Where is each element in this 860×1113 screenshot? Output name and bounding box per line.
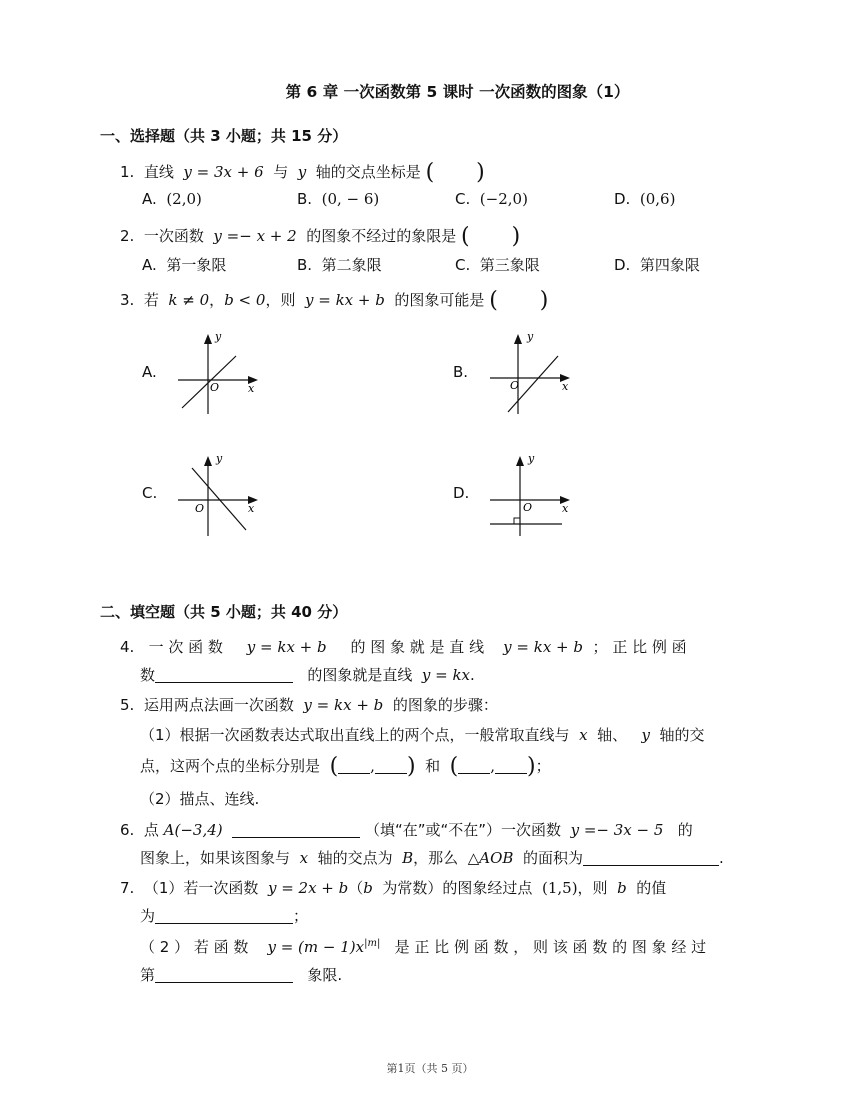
option-3b[interactable]: B. xyxy=(453,363,469,381)
svg-text:x: x xyxy=(248,502,255,515)
graph-b xyxy=(482,328,582,420)
option-3a[interactable]: A. xyxy=(142,363,157,381)
svg-text:y: y xyxy=(215,330,222,343)
graph-a xyxy=(170,328,270,420)
svg-text:y: y xyxy=(528,452,535,465)
svg-text:O: O xyxy=(523,501,533,514)
blank-5c[interactable] xyxy=(458,757,490,774)
page-title: 第 6 章 一次函数第 5 课时 一次函数的图象（1） xyxy=(285,83,630,101)
question-5-line2: （1）根据一次函数表达式取出直线上的两个点，一般常取直线与 x 轴、 y 轴的交 xyxy=(140,726,705,744)
svg-text:x: x xyxy=(248,382,255,395)
question-4-line2: 数 的图象就是直线 y = kx. xyxy=(140,666,475,684)
blank-7b[interactable] xyxy=(155,966,293,983)
svg-text:x: x xyxy=(562,502,569,515)
blank-6a[interactable] xyxy=(232,821,360,838)
question-7-line3: （ 2 ） 若 函 数 $y = (m - 1)x^{|m|}$ 是 正 比 例 函 数 ， 则 该 函 数 的 图 象 经 过 xyxy=(140,938,707,956)
question-6-line1: 6. 点 A(−3,4) （填“在”或“不在”）一次函数 y =− 3x − 5 的 xyxy=(120,821,693,839)
question-3: 3. 若 k ≠ 0，b < 0，则 y = kx + b 的图象可能是 ( ) xyxy=(120,288,549,313)
svg-text:O: O xyxy=(210,381,220,394)
option-2b[interactable]: B. 第二象限 xyxy=(297,256,382,274)
blank-5b[interactable] xyxy=(375,757,407,774)
option-1a[interactable]: A. (2,0) xyxy=(142,190,202,208)
question-7-line4: 第 象限. xyxy=(140,966,343,984)
blank-6b[interactable] xyxy=(583,849,719,866)
option-1c[interactable]: C. (−2,0) xyxy=(455,190,528,208)
question-7-line1: 7. （1）若一次函数 y = 2x + b（b 为常数）的图象经过点 (1,5)，则 b 的值 xyxy=(120,879,667,897)
blank-7a[interactable] xyxy=(155,907,293,924)
blank-5d[interactable] xyxy=(495,757,527,774)
svg-text:y: y xyxy=(216,452,223,465)
question-6-line2: 图象上，如果该图象与 x 轴的交点为 B，那么 △AOB 的面积为 . xyxy=(140,849,724,867)
section-fill-heading: 二、填空题（共 5 小题；共 40 分） xyxy=(100,603,348,621)
page-footer: 第1页（共 5 页） xyxy=(386,1062,474,1075)
option-2a[interactable]: A. 第一象限 xyxy=(142,256,227,274)
option-3c[interactable]: C. xyxy=(142,484,158,502)
svg-text:x: x xyxy=(562,380,569,393)
svg-text:O: O xyxy=(195,502,205,515)
question-7-line2: 为 ； xyxy=(140,907,309,925)
option-2d[interactable]: D. 第四象限 xyxy=(614,256,700,274)
question-2: 2. 一次函数 y =− x + 2 的图象不经过的象限是 ( ) xyxy=(120,224,521,249)
question-5-line4: （2）描点、连线. xyxy=(140,790,260,808)
graph-c xyxy=(170,450,270,542)
question-4-line1: 4. 一 次 函 数 y = kx + b 的 图 象 就 是 直 线 y = kx + b ； 正 比 例 函 xyxy=(120,638,687,656)
option-2c[interactable]: C. 第三象限 xyxy=(455,256,540,274)
option-1b[interactable]: B. (0, − 6) xyxy=(297,190,380,208)
svg-text:y: y xyxy=(527,330,534,343)
question-5-line3: 点，这两个点的坐标分别是 ( , ) 和 ( , )； xyxy=(140,754,551,779)
option-3d[interactable]: D. xyxy=(453,484,470,502)
section-choice-heading: 一、选择题（共 3 小题；共 15 分） xyxy=(100,127,348,145)
option-1d[interactable]: D. (0,6) xyxy=(614,190,676,208)
question-5-line1: 5. 运用两点法画一次函数 y = kx + b 的图象的步骤： xyxy=(120,696,498,714)
graph-d xyxy=(482,450,582,542)
question-1: 1. 直线 y = 3x + 6 与 y 轴的交点坐标是 ( ) xyxy=(120,160,485,185)
svg-text:O: O xyxy=(510,379,520,392)
blank-4[interactable] xyxy=(155,666,293,683)
blank-5a[interactable] xyxy=(338,757,370,774)
